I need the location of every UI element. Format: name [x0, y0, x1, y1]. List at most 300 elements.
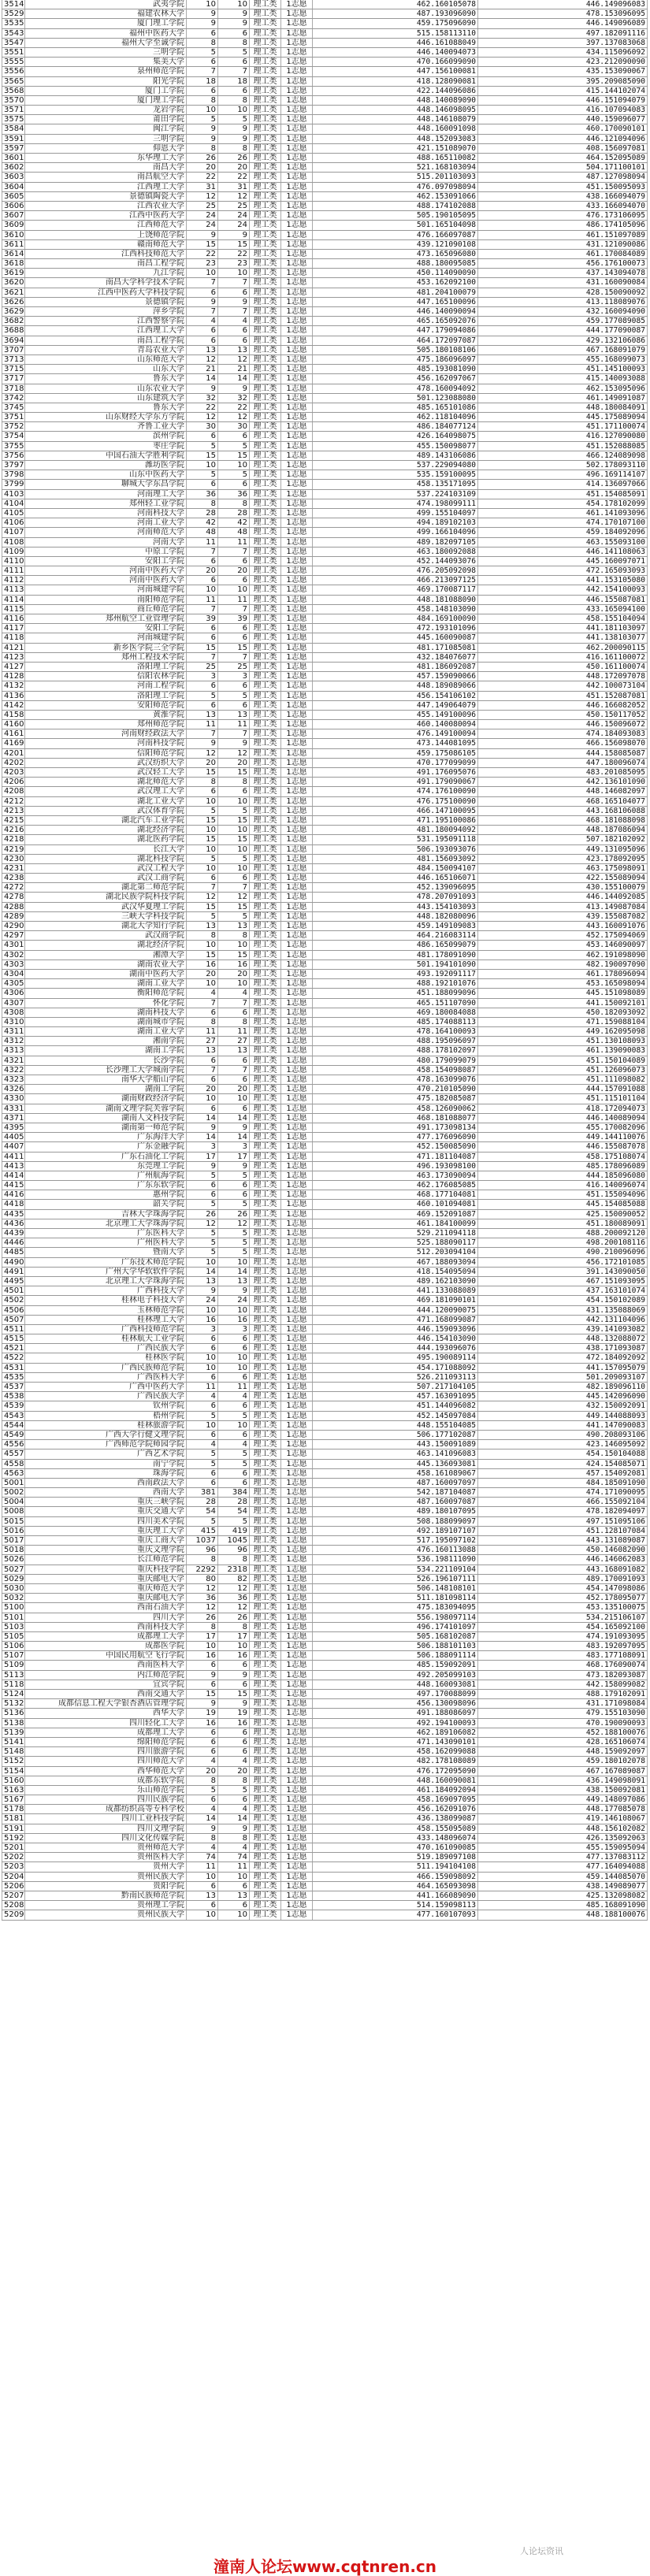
plan-count: 20	[187, 970, 218, 978]
school-code: 3571	[2, 106, 25, 114]
enrolled-count: 8	[218, 931, 250, 940]
max-score: 476.175100090	[313, 797, 478, 806]
enrolled-count: 26	[218, 1210, 250, 1219]
plan-count: 12	[187, 893, 218, 901]
school-name: 成都纺织高等专科学校	[25, 1805, 187, 1813]
enrolled-count: 17	[218, 1153, 250, 1161]
batch: 1志愿	[281, 1642, 313, 1650]
category: 理工类	[250, 1873, 281, 1881]
max-score: 506.148108101	[313, 1584, 478, 1593]
enrolled-count: 15	[218, 644, 250, 652]
school-code: 5181	[2, 1814, 25, 1823]
batch: 1志愿	[281, 221, 313, 229]
table-row	[2, 1037, 648, 1046]
school-name: 厦门工学院	[25, 87, 187, 95]
max-score: 474.176100090	[313, 787, 478, 796]
forum-footer-banner: 潼南人论坛www.cqtnren.cn	[0, 2557, 650, 2576]
batch: 1志愿	[281, 355, 313, 364]
min-score: 459.180102078	[478, 1757, 648, 1765]
min-score: 459.177089085	[478, 317, 648, 325]
category: 理工类	[250, 787, 281, 796]
table-row	[2, 1603, 648, 1613]
min-score: 489.170091093	[478, 1575, 648, 1583]
table-row	[2, 1412, 648, 1421]
plan-count: 14	[187, 1133, 218, 1141]
min-score: 441.181103097	[478, 624, 648, 633]
enrolled-count: 10	[218, 864, 250, 873]
category: 理工类	[250, 720, 281, 729]
table-row	[2, 1517, 648, 1527]
table-row	[2, 288, 648, 298]
batch: 1志愿	[281, 1671, 313, 1680]
plan-count: 8	[187, 144, 218, 153]
max-score: 501.165104098	[313, 221, 478, 229]
enrolled-count: 5	[218, 1449, 250, 1458]
enrolled-count: 6	[218, 1738, 250, 1746]
min-score: 450.161100074	[478, 663, 648, 671]
enrolled-count: 5	[218, 1229, 250, 1238]
plan-count: 10	[187, 941, 218, 949]
school-code: 5030	[2, 1584, 25, 1593]
school-name: 山东大学	[25, 365, 187, 373]
plan-count: 13	[187, 1277, 218, 1286]
min-score: 451.180089091	[478, 1219, 648, 1228]
plan-count: 5	[187, 912, 218, 921]
max-score: 484.150094107	[313, 864, 478, 873]
school-code: 3603	[2, 173, 25, 181]
category: 理工类	[250, 739, 281, 748]
min-score: 507.182102092	[478, 835, 648, 844]
max-score: 464.172097087	[313, 336, 478, 345]
plan-count: 25	[187, 663, 218, 671]
batch: 1志愿	[281, 29, 313, 38]
table-row	[2, 1133, 648, 1142]
max-score: 484.169100090	[313, 614, 478, 623]
min-score: 483.192097095	[478, 1642, 648, 1650]
category: 理工类	[250, 1316, 281, 1324]
school-name: 衡阳师范学院	[25, 989, 187, 997]
category: 理工类	[250, 1882, 281, 1891]
min-score: 459.144085070	[478, 1873, 648, 1881]
category: 理工类	[250, 912, 281, 921]
table-row	[2, 931, 648, 941]
max-score: 481.171085081	[313, 644, 478, 652]
plan-count: 9	[187, 384, 218, 393]
enrolled-count: 6	[218, 1479, 250, 1487]
batch: 1志愿	[281, 403, 313, 412]
school-name: 河南中医药大学	[25, 576, 187, 585]
max-score: 506.188101103	[313, 1642, 478, 1650]
min-score: 454.150102089	[478, 1296, 648, 1305]
max-score: 462.189106082	[313, 1728, 478, 1737]
school-code: 5138	[2, 1719, 25, 1728]
enrolled-count: 6	[218, 58, 250, 66]
school-code: 3547	[2, 39, 25, 47]
min-score: 479.155103090	[478, 1709, 648, 1717]
category: 理工类	[250, 566, 281, 575]
plan-count: 15	[187, 903, 218, 911]
school-name: 东莞理工学院	[25, 1162, 187, 1171]
school-code: 3682	[2, 317, 25, 325]
school-name: 广东海洋大学	[25, 1133, 187, 1141]
table-row	[2, 692, 648, 701]
school-code: 4563	[2, 1469, 25, 1478]
min-score: 416.107094083	[478, 106, 648, 114]
category: 理工类	[250, 1661, 281, 1669]
plan-count: 6	[187, 1680, 218, 1689]
max-score: 441.133088089	[313, 1286, 478, 1295]
enrolled-count: 10	[218, 461, 250, 470]
batch: 1志愿	[281, 1431, 313, 1439]
max-score: 462.176085085	[313, 1181, 478, 1190]
table-row	[2, 720, 648, 729]
min-score: 451.145100093	[478, 365, 648, 373]
batch: 1志愿	[281, 1814, 313, 1823]
school-code: 4158	[2, 711, 25, 719]
min-score: 416.127090080	[478, 432, 648, 440]
batch: 1志愿	[281, 797, 313, 806]
max-score: 476.160113088	[313, 1546, 478, 1554]
max-score: 468.177104081	[313, 1190, 478, 1199]
table-row	[2, 1056, 648, 1066]
table-row	[2, 768, 648, 778]
table-row	[2, 1229, 648, 1238]
min-score: 439.141093082	[478, 1325, 648, 1334]
batch: 1志愿	[281, 1440, 313, 1449]
school-code: 5163	[2, 1786, 25, 1795]
school-code: 3584	[2, 124, 25, 133]
batch: 1志愿	[281, 77, 313, 86]
enrolled-count: 10	[218, 979, 250, 988]
school-name: 福州大学至诚学院	[25, 39, 187, 47]
max-score: 471.168099087	[313, 1316, 478, 1324]
school-code: 4407	[2, 1142, 25, 1151]
plan-count: 6	[187, 787, 218, 796]
plan-count: 10	[187, 1421, 218, 1430]
school-code: 5032	[2, 1594, 25, 1602]
batch: 1志愿	[281, 1479, 313, 1487]
plan-count: 7	[187, 653, 218, 662]
category: 理工类	[250, 1344, 281, 1353]
school-name: 南昌航空大学	[25, 173, 187, 181]
max-score: 496.193098100	[313, 1162, 478, 1171]
enrolled-count: 6	[218, 576, 250, 585]
max-score: 445.136093081	[313, 1460, 478, 1468]
school-code: 5154	[2, 1767, 25, 1776]
category: 理工类	[250, 1651, 281, 1660]
school-name: 湖南中医药大学	[25, 970, 187, 978]
max-score: 446.140094073	[313, 48, 478, 57]
min-score: 438.171093087	[478, 1344, 648, 1353]
school-name: 鲁东大学	[25, 374, 187, 383]
school-code: 3707	[2, 346, 25, 354]
max-score: 422.144096086	[313, 87, 478, 95]
table-row	[2, 39, 648, 48]
max-score: 418.154095094	[313, 1268, 478, 1276]
school-code: 3529	[2, 9, 25, 18]
enrolled-count: 15	[218, 240, 250, 249]
school-code: 3601	[2, 154, 25, 162]
category: 理工类	[250, 1757, 281, 1765]
batch: 1志愿	[281, 422, 313, 431]
batch: 1志愿	[281, 1603, 313, 1612]
table-row	[2, 1719, 648, 1728]
school-name: 桂林电子科技大学	[25, 1296, 187, 1305]
enrolled-count: 4	[218, 1757, 250, 1765]
category: 理工类	[250, 461, 281, 470]
category: 理工类	[250, 0, 281, 9]
min-score: 448.177085078	[478, 1805, 648, 1813]
plan-count: 7	[187, 883, 218, 892]
batch: 1志愿	[281, 288, 313, 297]
category: 理工类	[250, 1738, 281, 1746]
plan-count: 23	[187, 259, 218, 268]
plan-count: 9	[187, 1699, 218, 1708]
batch: 1志愿	[281, 633, 313, 642]
category: 理工类	[250, 1910, 281, 1919]
table-row	[2, 1623, 648, 1632]
plan-count: 19	[187, 1709, 218, 1717]
table-row	[2, 278, 648, 288]
batch: 1志愿	[281, 1728, 313, 1737]
category: 理工类	[250, 29, 281, 38]
plan-count: 15	[187, 768, 218, 777]
category: 理工类	[250, 711, 281, 719]
school-name: 梧州学院	[25, 1412, 187, 1420]
min-score: 462.200090115	[478, 644, 648, 652]
enrolled-count: 7	[218, 605, 250, 614]
min-score: 496.169114107	[478, 470, 648, 479]
min-score: 445.151098089	[478, 989, 648, 997]
school-code: 4304	[2, 970, 25, 978]
enrolled-count: 10	[218, 1873, 250, 1881]
table-row	[2, 951, 648, 960]
enrolled-count: 419	[218, 1527, 250, 1535]
school-code: 4111	[2, 566, 25, 575]
school-name: 山东中医药大学	[25, 470, 187, 479]
school-code: 4395	[2, 1123, 25, 1132]
batch: 1志愿	[281, 768, 313, 777]
enrolled-count: 2318	[218, 1565, 250, 1574]
batch: 1志愿	[281, 1680, 313, 1689]
category: 理工类	[250, 970, 281, 978]
school-name: 四川大学	[25, 1613, 187, 1622]
school-code: 5100	[2, 1603, 25, 1612]
school-name: 河南工程学院	[25, 681, 187, 690]
max-score: 476.097098094	[313, 183, 478, 191]
category: 理工类	[250, 1709, 281, 1717]
batch: 1志愿	[281, 1229, 313, 1238]
batch: 1志愿	[281, 1094, 313, 1103]
category: 理工类	[250, 288, 281, 297]
enrolled-count: 6	[218, 1795, 250, 1804]
category: 理工类	[250, 1671, 281, 1680]
school-name: 湖南城市学院	[25, 1018, 187, 1026]
enrolled-count: 6	[218, 480, 250, 488]
plan-count: 10	[187, 585, 218, 594]
plan-count: 36	[187, 1594, 218, 1602]
batch: 1志愿	[281, 701, 313, 710]
plan-count: 26	[187, 1210, 218, 1219]
school-code: 4310	[2, 1018, 25, 1026]
table-row	[2, 451, 648, 461]
enrolled-count: 11	[218, 596, 250, 604]
school-code: 3543	[2, 29, 25, 38]
batch: 1志愿	[281, 1277, 313, 1286]
table-row	[2, 1431, 648, 1440]
school-name: 青岛农业大学	[25, 346, 187, 354]
batch: 1志愿	[281, 1853, 313, 1861]
enrolled-count: 15	[218, 903, 250, 911]
plan-count: 8	[187, 1018, 218, 1026]
category: 理工类	[250, 1642, 281, 1650]
batch: 1志愿	[281, 413, 313, 421]
category: 理工类	[250, 183, 281, 191]
enrolled-count: 6	[218, 1056, 250, 1065]
category: 理工类	[250, 374, 281, 383]
batch: 1志愿	[281, 1613, 313, 1622]
batch: 1志愿	[281, 461, 313, 470]
batch: 1志愿	[281, 269, 313, 277]
min-score: 441.150092101	[478, 999, 648, 1008]
school-code: 3607	[2, 211, 25, 220]
plan-count: 8	[187, 1776, 218, 1785]
plan-count: 18	[187, 77, 218, 86]
min-score: 463.155093100	[478, 538, 648, 547]
batch: 1志愿	[281, 317, 313, 325]
enrolled-count: 12	[218, 749, 250, 758]
table-row	[2, 231, 648, 240]
table-row	[2, 470, 648, 480]
min-score: 453.165098094	[478, 979, 648, 988]
table-row	[2, 326, 648, 336]
batch: 1志愿	[281, 653, 313, 662]
max-score: 473.144081095	[313, 739, 478, 748]
max-score: 464.165093098	[313, 1882, 478, 1891]
batch: 1志愿	[281, 1210, 313, 1219]
plan-count: 4	[187, 1757, 218, 1765]
school-code: 4371	[2, 1114, 25, 1123]
min-score: 478.153096095	[478, 9, 648, 18]
enrolled-count: 32	[218, 394, 250, 403]
max-score: 494.189102103	[313, 518, 478, 527]
max-score: 475.183094095	[313, 1603, 478, 1612]
min-score: 442.154100093	[478, 585, 648, 594]
school-code: 4303	[2, 960, 25, 969]
plan-count: 6	[187, 1190, 218, 1199]
max-score: 491.179090067	[313, 778, 478, 786]
batch: 1志愿	[281, 1286, 313, 1295]
plan-count: 10	[187, 797, 218, 806]
batch: 1志愿	[281, 903, 313, 911]
plan-count: 5	[187, 442, 218, 451]
table-row	[2, 1334, 648, 1344]
batch: 1志愿	[281, 1584, 313, 1593]
category: 理工类	[250, 307, 281, 316]
category: 理工类	[250, 135, 281, 143]
school-code: 5113	[2, 1671, 25, 1680]
category: 理工类	[250, 816, 281, 825]
category: 理工类	[250, 1142, 281, 1151]
table-row	[2, 979, 648, 989]
plan-count: 415	[187, 1527, 218, 1535]
school-code: 5206	[2, 1882, 25, 1891]
enrolled-count: 12	[218, 1219, 250, 1228]
plan-count: 14	[187, 1268, 218, 1276]
school-name: 钦州学院	[25, 1401, 187, 1410]
category: 理工类	[250, 1401, 281, 1410]
school-code: 4511	[2, 1325, 25, 1334]
school-name: 福建农林大学	[25, 9, 187, 18]
min-score: 443.160091076	[478, 922, 648, 930]
table-row	[2, 1498, 648, 1507]
category: 理工类	[250, 1210, 281, 1219]
school-code: 4416	[2, 1190, 25, 1199]
enrolled-count: 7	[218, 729, 250, 738]
school-code: 5107	[2, 1651, 25, 1660]
max-score: 505.168102087	[313, 1632, 478, 1641]
max-score: 459.175086105	[313, 749, 478, 758]
min-score: 438.150092081	[478, 1786, 648, 1795]
enrolled-count: 14	[218, 1268, 250, 1276]
batch: 1志愿	[281, 1498, 313, 1506]
school-code: 4538	[2, 1392, 25, 1401]
school-name: 湘南学院	[25, 1037, 187, 1045]
plan-count: 9	[187, 1671, 218, 1680]
school-code: 4436	[2, 1219, 25, 1228]
enrolled-count: 5	[218, 1200, 250, 1208]
max-score: 462.118104096	[313, 413, 478, 421]
min-score: 446.155087081	[478, 596, 648, 604]
max-score: 457.163091095	[313, 1392, 478, 1401]
max-score: 485.165101086	[313, 403, 478, 412]
table-row	[2, 1824, 648, 1834]
plan-count: 6	[187, 1479, 218, 1487]
school-code: 3751	[2, 413, 25, 421]
max-score: 446.140090094	[313, 307, 478, 316]
school-name: 广东医科大学	[25, 1229, 187, 1238]
school-code: 3754	[2, 432, 25, 440]
min-score: 448.188100076	[478, 1910, 648, 1919]
category: 理工类	[250, 250, 281, 258]
table-row	[2, 1479, 648, 1488]
school-code: 4535	[2, 1373, 25, 1382]
min-score: 485.168091090	[478, 1901, 648, 1910]
batch: 1志愿	[281, 1709, 313, 1717]
school-name: 湖南文理学院芙蓉学院	[25, 1104, 187, 1113]
batch: 1志愿	[281, 826, 313, 834]
min-score: 424.154085071	[478, 1460, 648, 1468]
min-score: 450.150117052	[478, 711, 648, 719]
plan-count: 24	[187, 211, 218, 220]
min-score: 502.178093110	[478, 461, 648, 470]
batch: 1志愿	[281, 596, 313, 604]
enrolled-count: 22	[218, 250, 250, 258]
batch: 1志愿	[281, 1469, 313, 1478]
school-code: 4495	[2, 1277, 25, 1286]
school-name: 湖南工业大学	[25, 1027, 187, 1036]
min-score: 488.179102091	[478, 1690, 648, 1698]
category: 理工类	[250, 826, 281, 834]
enrolled-count: 16	[218, 1651, 250, 1660]
max-score: 458.135171095	[313, 480, 478, 488]
school-code: 4411	[2, 1153, 25, 1161]
category: 理工类	[250, 96, 281, 105]
school-name: 珠海学院	[25, 1469, 187, 1478]
min-score: 423.212090090	[478, 58, 648, 66]
table-row	[2, 1190, 648, 1200]
plan-count: 20	[187, 163, 218, 172]
